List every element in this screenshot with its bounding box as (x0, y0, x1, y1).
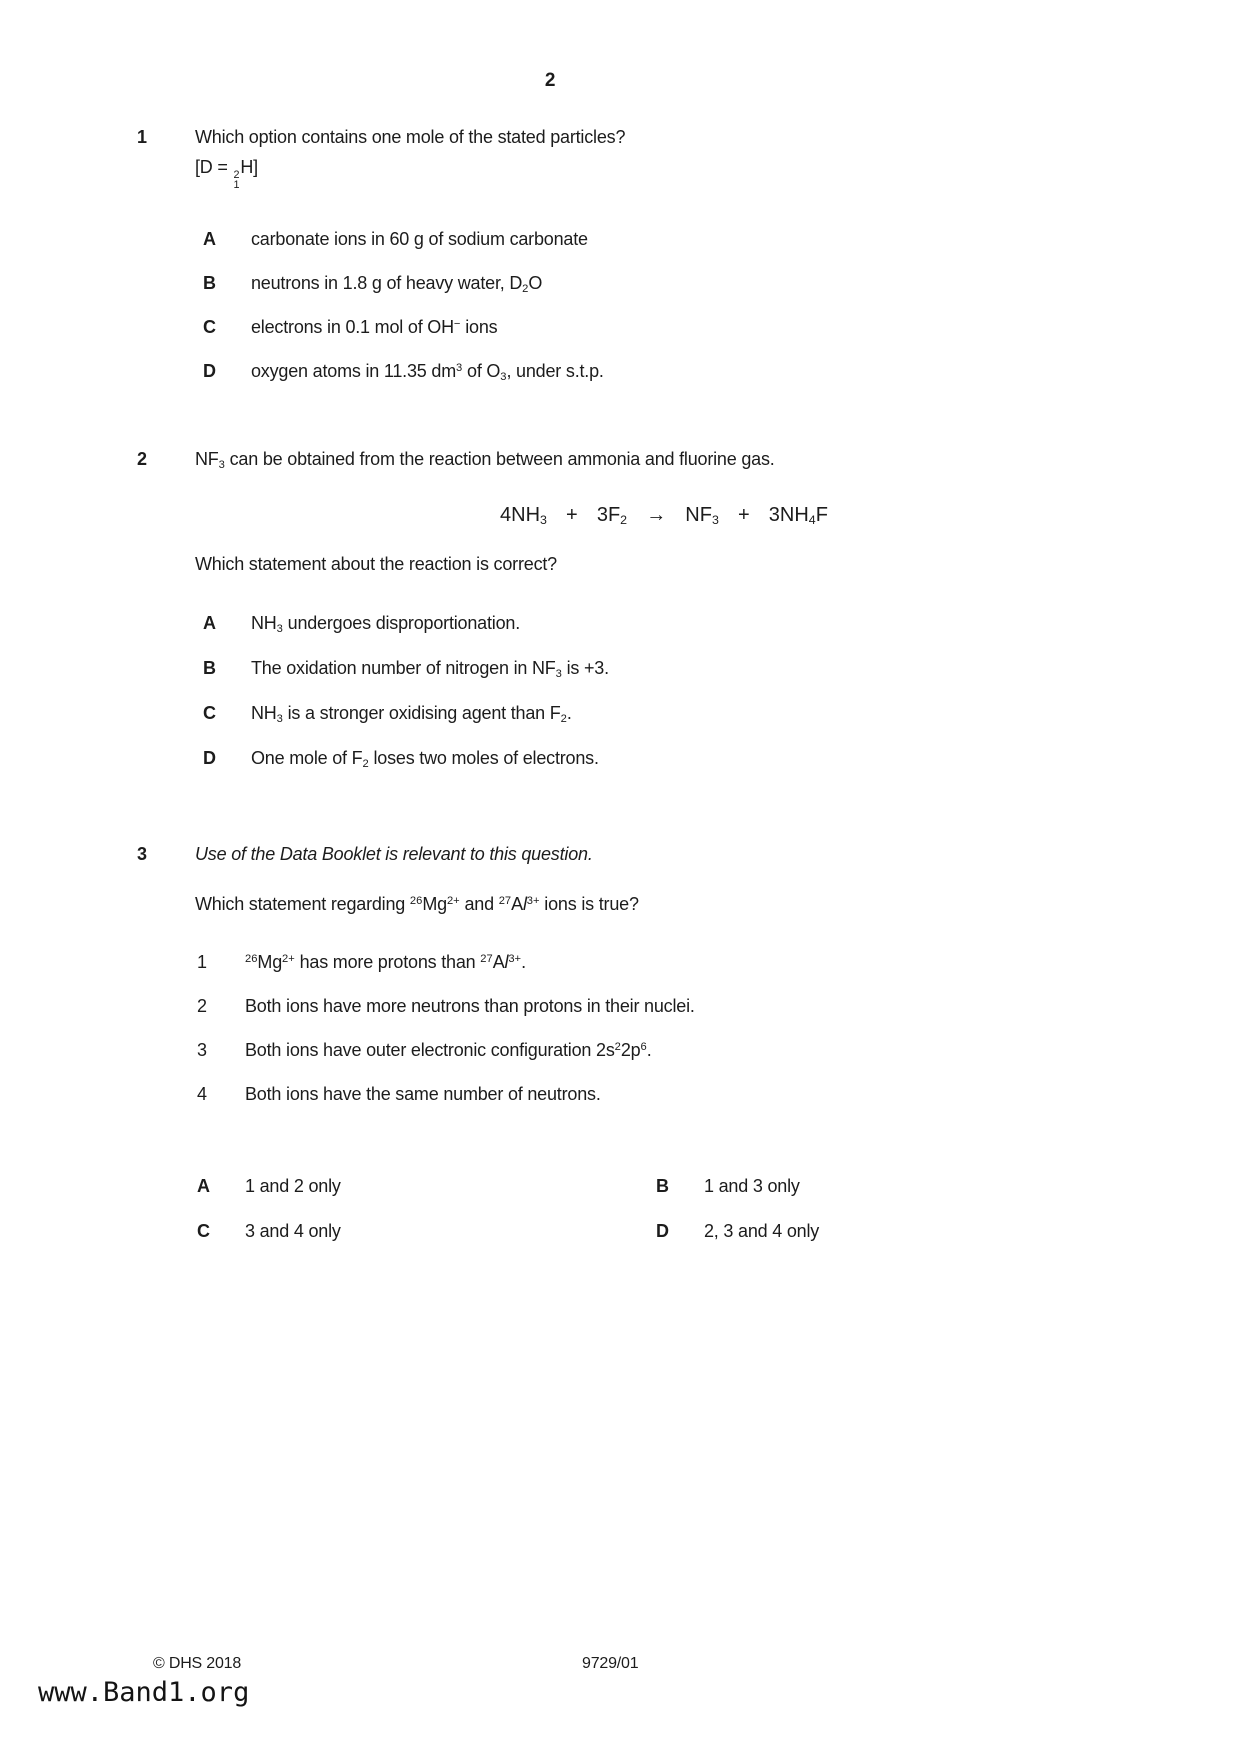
option-letter-a: A (203, 229, 216, 250)
question-3-option-a (197, 1175, 341, 1197)
option-text-c: $NH_3$ is a stronger oxidising agent than $F_2$. (251, 703, 572, 726)
statement-number-4: 4 (197, 1084, 207, 1104)
question-2-option-c (195, 702, 997, 724)
question-2-option-a (195, 612, 997, 634)
option-text-b: The oxidation number of nitrogen in $NF_3$ is +3. (251, 658, 609, 681)
option-text-a: $NH_3$ undergoes disproportionation. (251, 613, 520, 636)
question-1-number: 1 (137, 127, 147, 147)
option-letter-b: B (203, 273, 216, 294)
question-2-prompt: Which statement about the reaction is correct? (195, 554, 557, 574)
statement-number-2: 2 (197, 996, 207, 1016)
option-text-c: 3 and 4 only (245, 1221, 341, 1241)
option-letter-d: D (203, 748, 216, 768)
question-3-option-d (656, 1220, 819, 1242)
statement-number-3: 3 (197, 1040, 207, 1060)
option-letter-a: A (203, 613, 216, 633)
question-2-option-b (195, 657, 997, 679)
option-text-b: 1 and 3 only (704, 1176, 800, 1196)
option-text-d: 2, 3 and 4 only (704, 1221, 820, 1241)
question-1-option-b (195, 272, 997, 294)
statement-text-4: Both ions have the same number of neutrons. (245, 1084, 601, 1104)
question-2-intro: $NF_3$ can be obtained from the reaction between ammonia and fluorine gas. (195, 449, 775, 472)
question-2-option-d (195, 747, 997, 769)
option-letter-c: C (197, 1221, 210, 1241)
option-letter-b: B (656, 1176, 669, 1196)
question-1 (137, 126, 997, 382)
option-letter-c: C (203, 317, 216, 338)
option-letter-b: B (203, 658, 216, 678)
question-2-number: 2 (137, 449, 147, 469)
question-3-statement-2 (195, 995, 997, 1017)
question-3-statement-3 (195, 1039, 997, 1061)
footer-paper-code: 9729/01 (582, 1655, 639, 1672)
option-text-d: oxygen atoms in 11.35 $dm^3$ of $O_3$, under s.t.p. (251, 361, 604, 384)
question-3-option-c (197, 1220, 341, 1242)
option-letter-d: D (203, 361, 216, 382)
option-text-d: One mole of $F_2$ loses two moles of electrons. (251, 748, 599, 771)
question-1-option-a (195, 228, 997, 250)
question-3 (137, 843, 997, 1242)
option-letter-c: C (203, 703, 216, 723)
question-3-statement-1 (195, 951, 997, 973)
question-1-option-d (195, 360, 997, 382)
option-letter-a: A (197, 1176, 210, 1196)
statement-text-3: Both ions have outer electronic configuration $2s^22p^6$. (245, 1040, 652, 1060)
question-2-chemical-equation: $4NH_3 + 3F_2 \to NF_3 + 3NH_4F$ (500, 504, 828, 528)
option-text-c: electrons in 0.1 mol of OH− ions (251, 317, 498, 338)
question-2 (137, 448, 997, 769)
question-3-number: 3 (137, 844, 147, 864)
statement-text-1: $^{26}Mg^{2+}$ has more protons than $^{27}Al^{3+}$. (245, 952, 526, 972)
question-3-statement-4 (195, 1083, 997, 1105)
question-1-deuterium-note: [D = 2 1 H] (195, 157, 258, 192)
option-text-b: neutrons in 1.8 g of heavy water, $D_2O$ (251, 273, 543, 296)
statement-text-2: Both ions have more neutrons than protons in their nuclei. (245, 996, 695, 1016)
question-3-option-b (656, 1175, 800, 1197)
footer-copyright: © DHS 2018 (153, 1655, 242, 1672)
question-1-prompt: Which option contains one mole of the stated particles? (195, 127, 626, 147)
question-3-data-booklet-note: Use of the Data Booklet is relevant to this question. (195, 844, 593, 864)
option-text-a: carbonate ions in 60 g of sodium carbonate (251, 229, 588, 250)
option-letter-d: D (656, 1221, 669, 1241)
watermark-url: www.Band1.org (38, 1677, 250, 1708)
page-number: 2 (544, 70, 556, 91)
question-3-prompt: Which statement regarding $^{26}Mg^{2+}$ and $^{27}Al^{3+}$ ions is true? (195, 894, 639, 914)
option-text-a: 1 and 2 only (245, 1176, 341, 1196)
question-1-option-c (195, 316, 997, 338)
statement-number-1: 1 (197, 952, 207, 972)
